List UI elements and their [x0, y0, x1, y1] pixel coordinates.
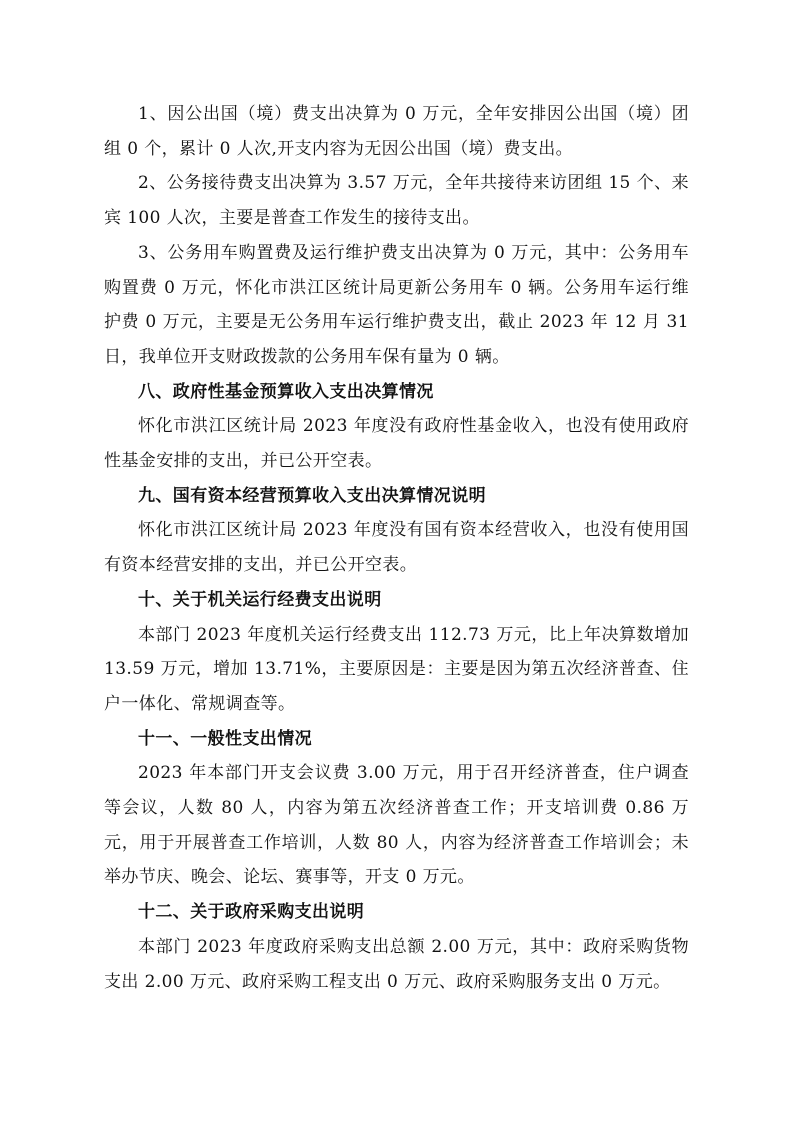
para-section-10: 本部门 2023 年度机关运行经费支出 112.73 万元，比上年决算数增加 13.59 万元，增加 13.71%，主要原因是：主要是因为第五次经济普查、住户一体化、常规调查等。 — [104, 624, 689, 714]
heading-section-11: 十一、一般性支出情况 — [138, 728, 312, 749]
heading-section-8: 八、政府性基金预算收入支出决算情况 — [138, 381, 434, 402]
para-section-11: 2023 年本部门开支会议费 3.00 万元，用于召开经济普查，住户调查等会议，人数 80 人，内容为第五次经济普查工作；开支培训费 0.86 万元，用于开展普查工作培训，人数 80 人，内容为经济普查工作培训会；未举办节庆、晚会、论坛、赛事等，开支 0 万元。 — [104, 763, 689, 888]
para-section-9: 怀化市洪江区统计局 2023 年度没有国有资本经营收入，也没有使用国有资本经营安排的支出，并已公开空表。 — [104, 520, 689, 576]
heading-section-10: 十、关于机关运行经费支出说明 — [138, 589, 382, 610]
para-section-8: 怀化市洪江区统计局 2023 年度没有政府性基金收入，也没有使用政府性基金安排的支出，并已公开空表。 — [104, 416, 689, 472]
heading-section-12: 十二、关于政府采购支出说明 — [138, 902, 365, 923]
para-reception-expense: 2、公务接待费支出决算为 3.57 万元，全年共接待来访团组 15 个、来宾 100 人次，主要是普查工作发生的接待支出。 — [104, 173, 689, 229]
para-vehicle-expense: 3、公务用车购置费及运行维护费支出决算为 0 万元，其中：公务用车购置费 0 万元，怀化市洪江区统计局更新公务用车 0 辆。公务用车运行维护费 0 万元，主要是无公务用车运行维护费支出，截止 2023 年 12 月 31 日，我单位开支财政拨款的公务用车保有量为 0 辆。 — [104, 242, 689, 367]
para-overseas-expense: 1、因公出国（境）费支出决算为 0 万元，全年安排因公出国（境）团组 0 个，累计 0 人次,开支内容为无因公出国（境）费支出。 — [104, 104, 689, 159]
para-section-12: 本部门 2023 年度政府采购支出总额 2.00 万元，其中：政府采购货物支出 2.00 万元、政府采购工程支出 0 万元、政府采购服务支出 0 万元。 — [104, 936, 689, 992]
heading-section-9: 九、国有资本经营预算收入支出决算情况说明 — [138, 485, 486, 506]
